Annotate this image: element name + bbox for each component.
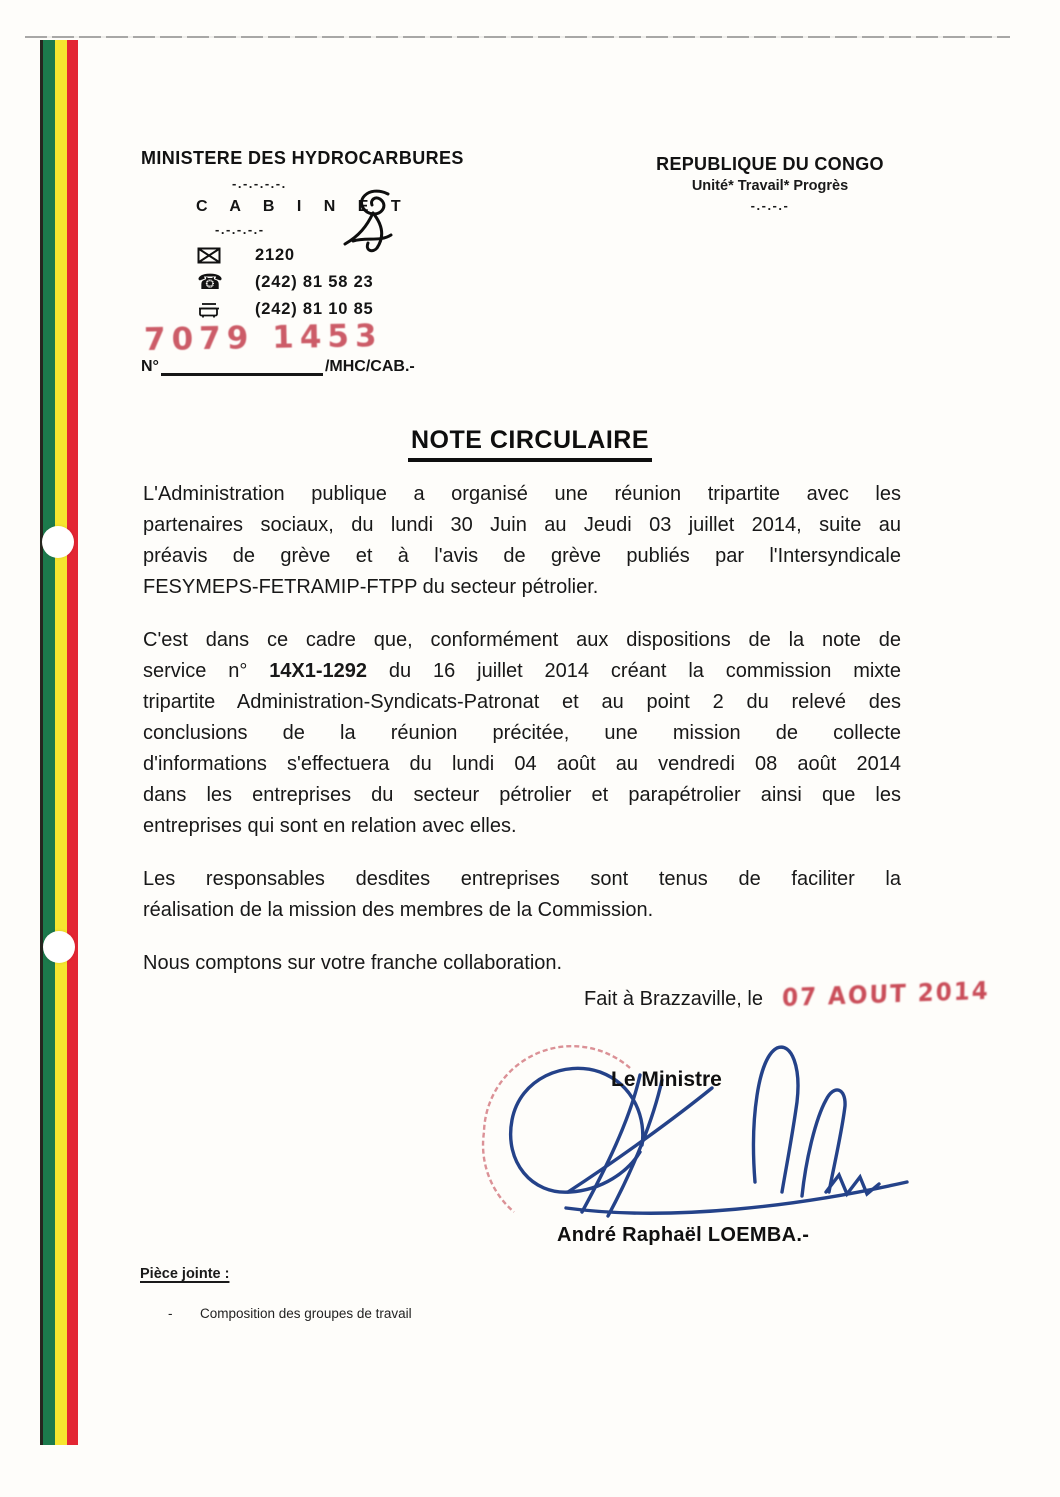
body-line <box>143 656 901 687</box>
attachment-text: Composition des groupes de travail <box>200 1306 412 1321</box>
paragraph-2 <box>143 625 901 842</box>
body-line: Les responsables desdites entreprises sont tenus de faciliter la <box>143 868 901 890</box>
phone-icon: ☎ <box>197 270 224 294</box>
minister-name: André Raphaël LOEMBA.- <box>557 1224 810 1246</box>
ribbon-yellow-stripe <box>55 40 68 1445</box>
body-line: Nous comptons sur votre franche collaboration. <box>143 952 563 974</box>
body-line: entreprises qui sont en relation avec elles. <box>143 815 517 837</box>
body-line: FESYMEPS-FETRAMIP-FTPP du secteur pétrolier. <box>143 576 599 598</box>
congo-flag-ribbon <box>40 40 78 1445</box>
attachment-item <box>168 1306 412 1321</box>
fax-icon <box>197 301 223 319</box>
reference-prefix: N° <box>141 358 159 375</box>
national-motto: Unité* Travail* Progrès <box>691 178 849 194</box>
cabinet-divider-dashes: -.-.-.-.- <box>215 222 265 237</box>
motto-divider-dashes: -.-.-.- <box>750 198 790 213</box>
body-line-part: service n° <box>143 660 270 682</box>
ribbon-green-stripe <box>43 40 55 1445</box>
reference-suffix: /MHC/CAB.- <box>324 358 415 375</box>
body-line: conclusions de la réunion précitée, une mission de collecte <box>143 722 901 744</box>
attachment-bullet: - <box>168 1306 173 1321</box>
body-line: dans les entreprises du secteur pétrolier et parapétrolier ainsi que les <box>143 784 901 806</box>
ministry-name: MINISTERE DES HYDROCARBURES <box>141 148 464 168</box>
reference-line <box>141 356 415 376</box>
body-line: réalisation de la mission des membres de la Commission. <box>143 899 654 921</box>
service-note-number: 14X1-1292 <box>269 660 368 682</box>
contact-row <box>197 242 457 269</box>
body-line: L'Administration publique a organisé une réunion tripartite avec les <box>143 483 901 505</box>
contact-value: (242) 81 58 23 <box>255 273 374 291</box>
body-line-part: du 16 juillet 2014 créant la commission mixte <box>367 660 901 682</box>
paragraph-1 <box>143 479 901 603</box>
envelope-icon <box>197 247 223 264</box>
body-line: partenaires sociaux, du lundi 30 Juin au Jeudi 03 juillet 2014, suite au <box>143 514 901 536</box>
contact-value: 2120 <box>255 246 295 264</box>
registry-stamp-part1: 7079 <box>143 320 255 359</box>
contact-block <box>197 242 457 323</box>
body-line: d'informations s'effectuera du lundi 04 août au vendredi 08 août 2014 <box>143 753 901 775</box>
attachments-label: Pièce jointe : <box>140 1266 230 1282</box>
letter-body <box>143 479 901 1001</box>
ribbon-red-stripe <box>67 40 78 1445</box>
paragraph-3 <box>143 864 901 926</box>
date-stamp: 07 AOUT 2014 <box>781 977 990 1013</box>
body-line: C'est dans ce cadre que, conformément aux dispositions de la note de <box>143 629 901 651</box>
scan-edge-line <box>25 36 1010 38</box>
paragraph-4 <box>143 948 901 979</box>
republic-header <box>620 154 920 213</box>
punch-hole-top <box>42 526 74 558</box>
cabinet-label: C A B I N E T <box>196 198 410 215</box>
punch-hole-bottom <box>43 931 75 963</box>
contact-value: (242) 81 10 85 <box>255 300 374 318</box>
registry-stamp-part2: 1453 <box>271 317 383 356</box>
minister-role: Le Ministre <box>611 1068 722 1091</box>
document-title: NOTE CIRCULAIRE <box>408 426 652 462</box>
ministry-divider-dashes: -.-.-.-.-. <box>232 176 287 191</box>
country-name: REPUBLIQUE DU CONGO <box>656 154 884 174</box>
title-row <box>0 426 1060 462</box>
body-line: tripartite Administration-Syndicats-Patronat et au point 2 du relevé des <box>143 691 901 713</box>
contact-row <box>197 269 457 296</box>
registry-stamp-number <box>144 318 383 358</box>
body-line: préavis de grève et à l'avis de grève publiés par l'Intersyndicale <box>143 545 901 567</box>
closing-place-line: Fait à Brazzaville, le <box>584 988 763 1010</box>
reference-blank-underline <box>161 356 323 376</box>
